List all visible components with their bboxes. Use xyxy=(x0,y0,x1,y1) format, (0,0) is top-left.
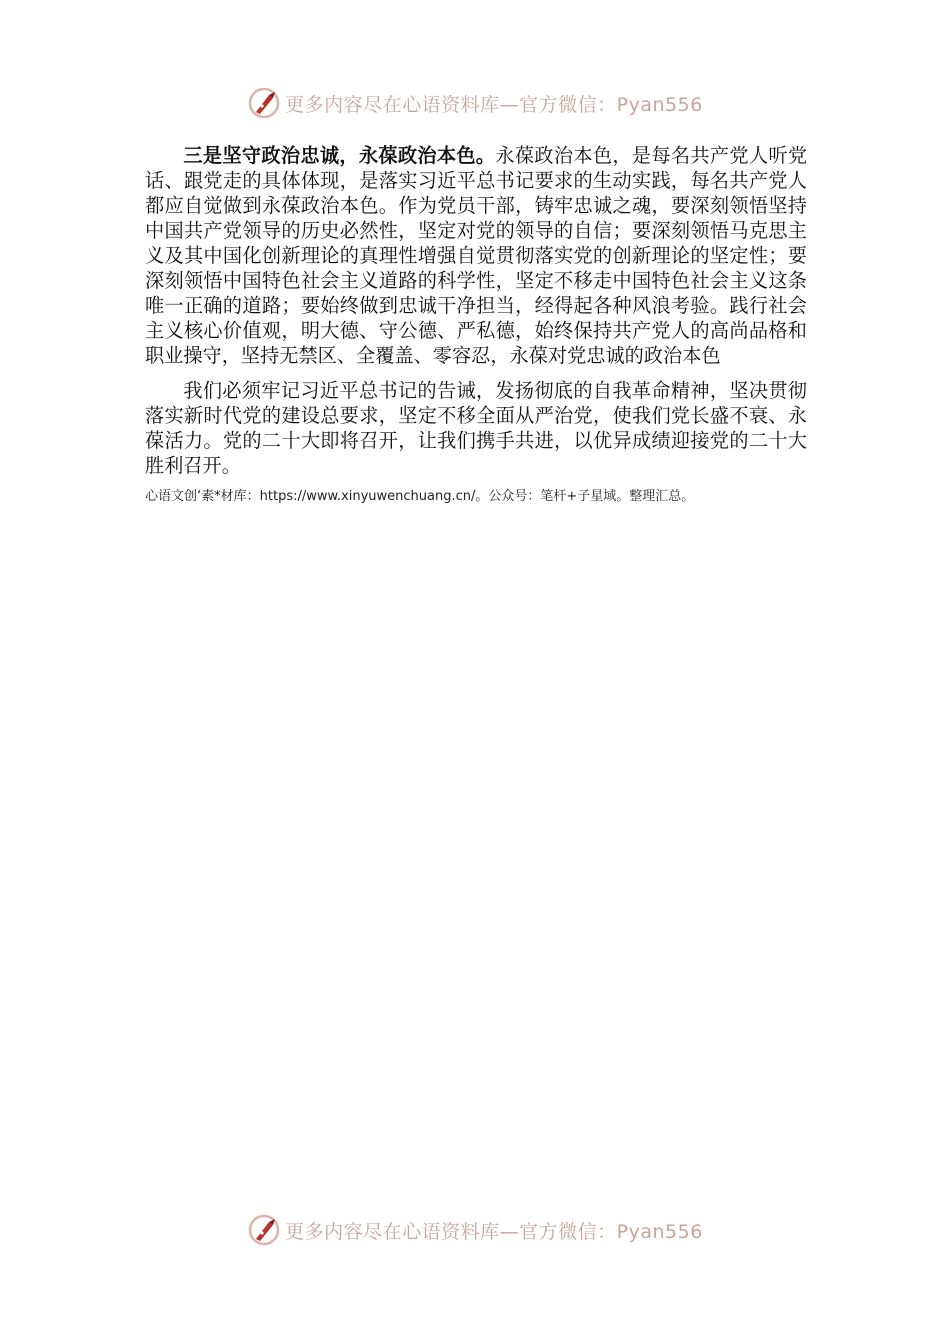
source-note: 心语文创‘素*材库：https://www.xinyuwenchuang.cn/。公众号：笔杆+子星域。整理汇总。 xyxy=(145,489,695,504)
paragraph-text: 永葆政治本色，是每名共产党人听党话、跟党走的具体体现，是落实习近平总书记要求的生动实践，每名共产党人都应自觉做到永葆政治本色。作为党员干部，铸牢忠诚之魂，要深刻领悟坚持中国共产党领导的历史必然性，坚定对党的领导的自信；要深刻领悟马克思主义及其中国化创新理论的真理性增强自觉贯彻落实党的创新理论的坚定性；要深刻领悟中国特色社会主义道路的科学性，坚定不移走中国特色社会主义这条唯一正确的道路；要始终做到忠诚干净担当，经得起各种风浪考验。践行社会主义核心价值观，明大德、守公德、严私德，始终保持共产党人的高尚品格和职业操守，坚持无禁区、全覆盖、零容忍，永葆对党忠诚的政治本色 xyxy=(145,144,808,367)
paragraph-conclusion xyxy=(145,378,807,478)
document-body xyxy=(145,143,807,506)
header-banner-text: 更多内容尽在心语资料库—官方微信：Pyan556 xyxy=(285,93,703,116)
paragraph-political-loyalty xyxy=(145,143,807,368)
paragraph-lead-heading: 三是坚守政治忠诚，永葆政治本色。 xyxy=(183,144,496,167)
pen-nib-logo-icon xyxy=(247,1213,281,1247)
paragraph-text: 我们必须牢记习近平总书记的告诫，发扬彻底的自我革命精神，坚决贯彻落实新时代党的建设总要求，坚定不移全面从严治党，使我们党长盛不衰、永葆活力。党的二十大即将召开，让我们携手共进，以优异成绩迎接党的二十大胜利召开。 xyxy=(145,379,807,477)
footer-banner xyxy=(0,1210,950,1250)
pen-nib-logo-icon xyxy=(247,86,281,120)
header-banner xyxy=(0,83,950,123)
footer-banner-text: 更多内容尽在心语资料库—官方微信：Pyan556 xyxy=(285,1220,703,1243)
